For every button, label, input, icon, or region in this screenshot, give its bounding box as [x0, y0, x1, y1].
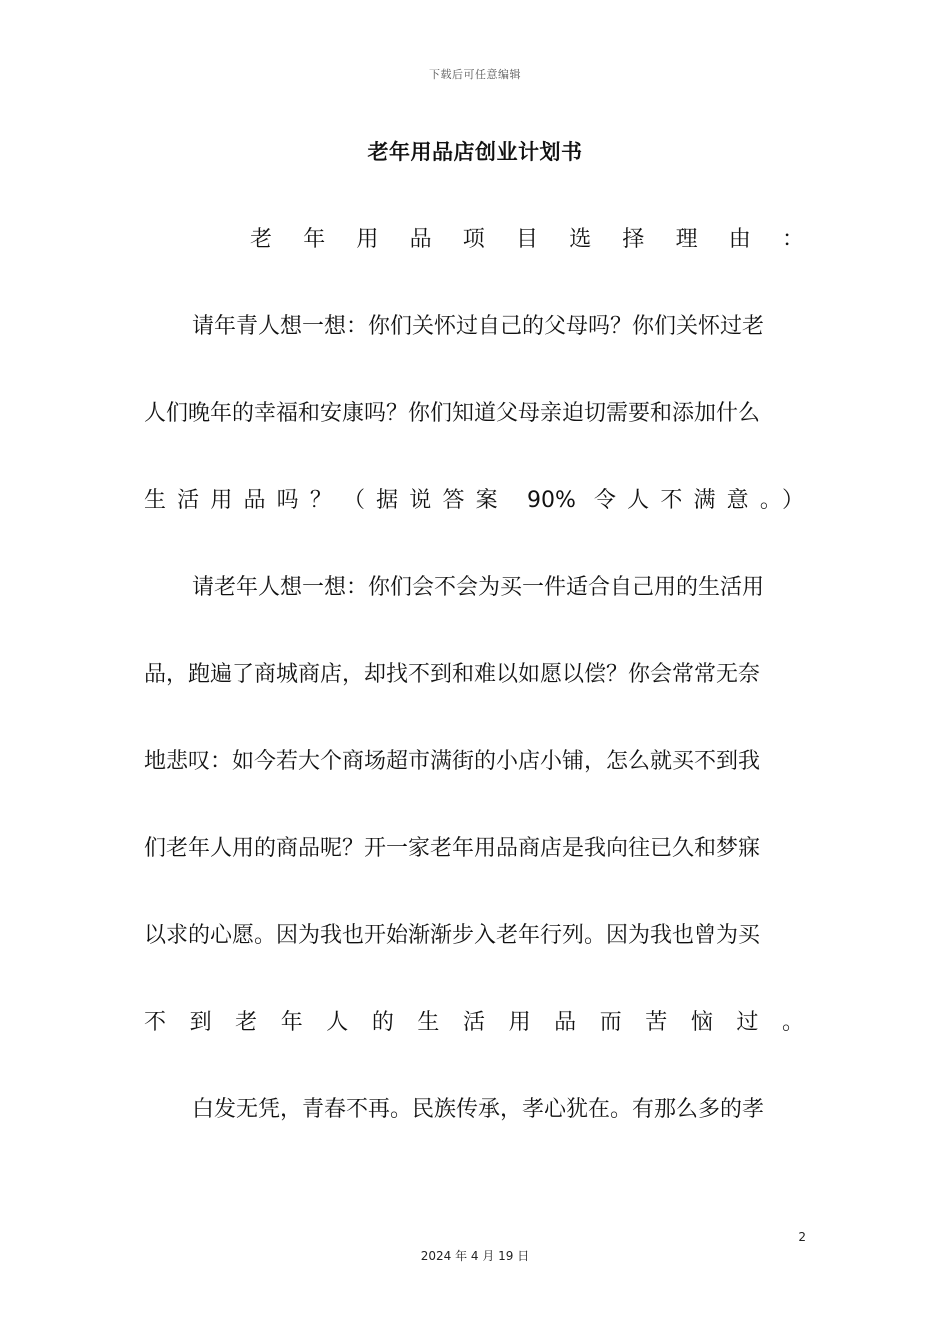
- document-body: [144, 196, 804, 1153]
- text-line: 老年用品项目选择理由：: [250, 227, 804, 252]
- text-line: 地悲叹：如今若大个商场超市满街的小店小铺，怎么就买不到我: [144, 749, 761, 774]
- text-line: 品，跑遍了商城商店，却找不到和难以如愿以偿？你会常常无奈: [144, 662, 761, 687]
- text-line: 们老年人用的商品呢？开一家老年用品商店是我向往已久和梦寐: [144, 836, 761, 861]
- text-line: 请年青人想一想：你们关怀过自己的父母吗？你们关怀过老: [192, 314, 765, 339]
- text-line: 以求的心愿。因为我也开始渐渐步入老年行列。因为我也曾为买: [144, 923, 761, 948]
- text-line: 生活用品吗？（据说答案 90% 令人不满意。）: [144, 488, 804, 513]
- text-line: 请老年人想一想：你们会不会为买一件适合自己用的生活用: [192, 575, 765, 600]
- page-number: 2: [798, 1230, 806, 1244]
- text-line: 不到老年人的生活用品而苦恼过。: [144, 1010, 804, 1035]
- header-note: 下载后可任意编辑: [429, 68, 521, 81]
- text-line: 人们晚年的幸福和安康吗？你们知道父母亲迫切需要和添加什么: [144, 401, 761, 426]
- document-title: 老年用品店创业计划书: [367, 140, 583, 164]
- footer-date: 2024 年 4 月 19 日: [420, 1249, 530, 1263]
- text-line: 白发无凭，青春不再。民族传承，孝心犹在。有那么多的孝: [192, 1097, 765, 1122]
